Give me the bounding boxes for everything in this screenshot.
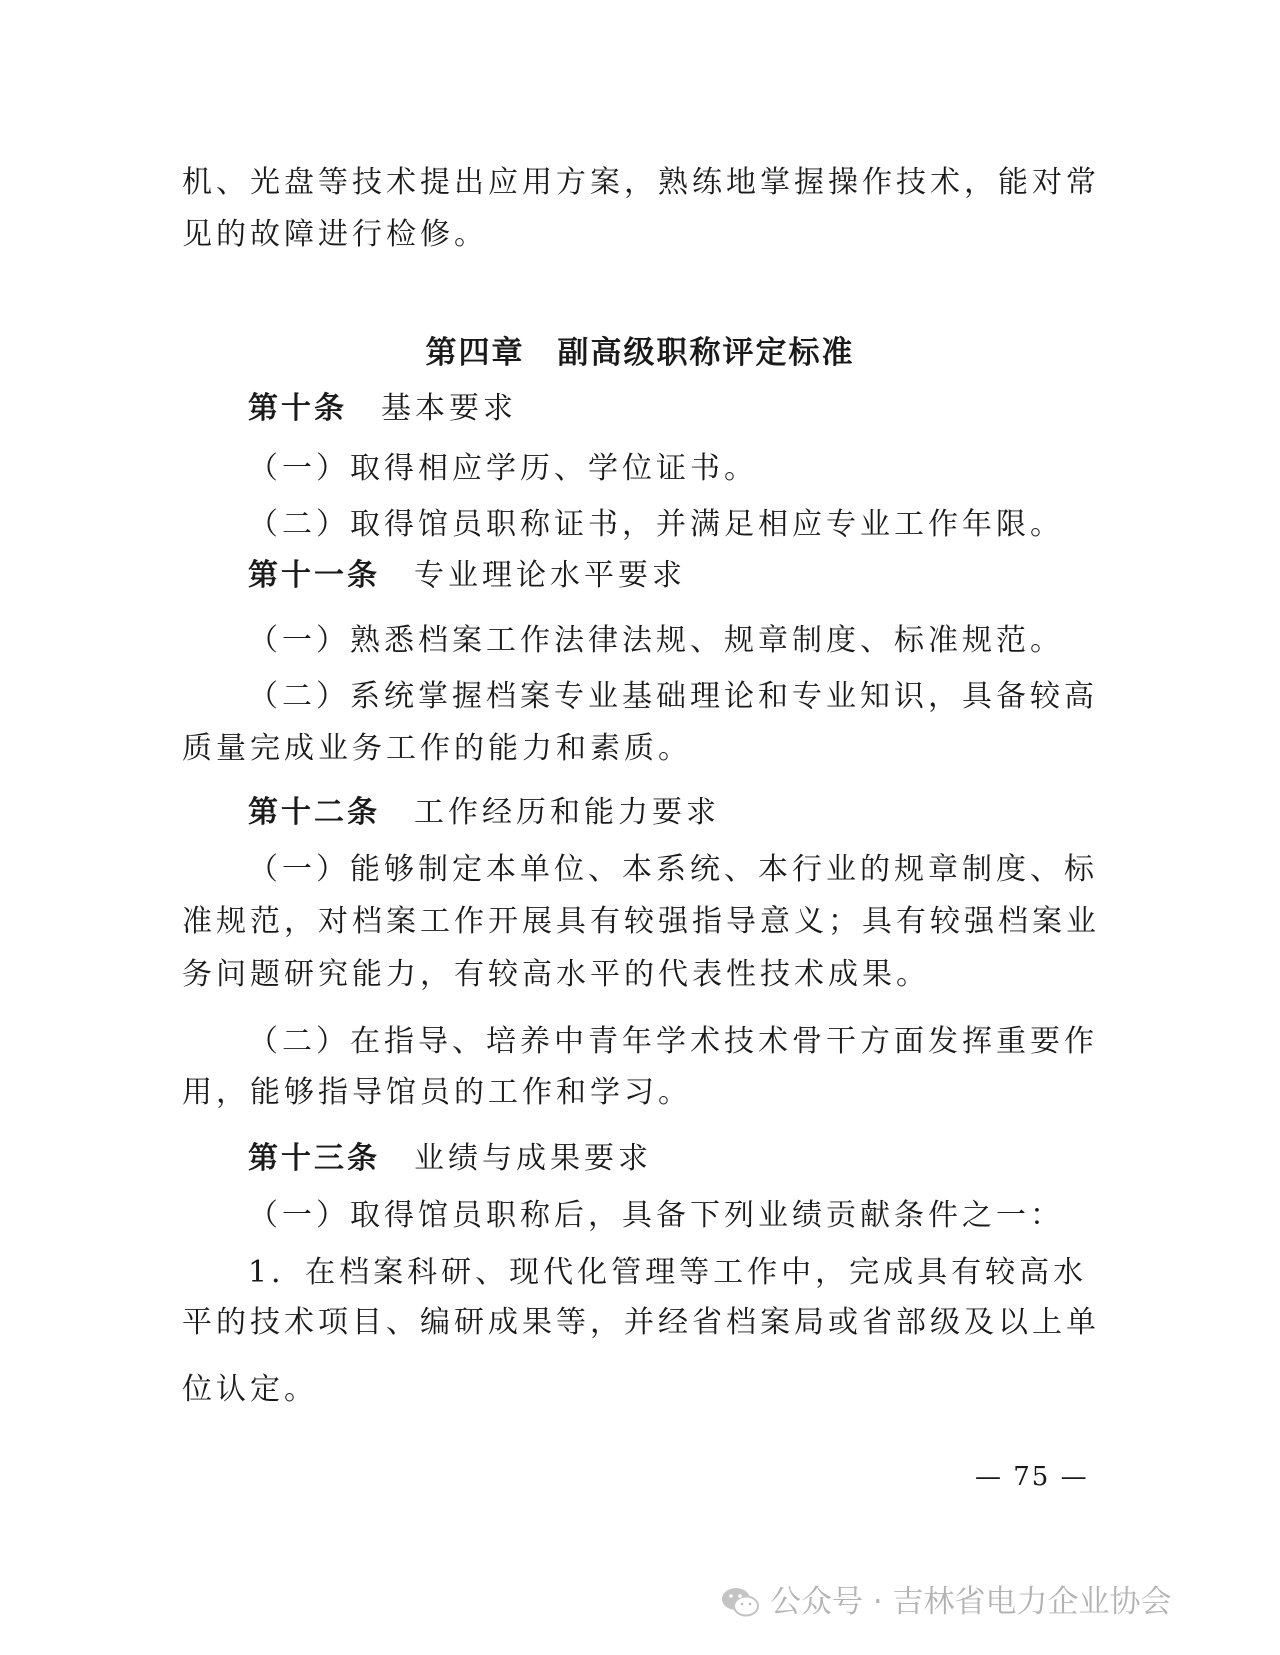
paragraph-line: 1．在档案科研、现代化管理等工作中，完成具有较高水	[248, 1255, 1088, 1290]
paragraph-line: （二）系统掌握档案专业基础理论和专业知识，具备较高	[248, 679, 1098, 714]
article-number: 第十条	[248, 391, 347, 426]
paragraph-line: 位认定。	[182, 1372, 318, 1407]
paragraph-line: 机、光盘等技术提出应用方案，熟练地掌握操作技术，能对常	[182, 165, 1100, 200]
page-number: — 75 —	[975, 1462, 1089, 1492]
article-heading	[248, 556, 686, 596]
paragraph-line: 平的技术项目、编研成果等，并经省档案局或省部级及以上单	[182, 1305, 1100, 1340]
article-title: 工作经历和能力要求	[414, 795, 720, 830]
watermark-text: 公众号 · 吉林省电力企业协会	[770, 1584, 1172, 1620]
article-heading	[248, 1139, 652, 1179]
paragraph-line: 见的故障进行检修。	[182, 217, 488, 252]
article-title: 专业理论水平要求	[414, 558, 686, 593]
paragraph-line: （二）在指导、培养中青年学术技术骨干方面发挥重要作	[248, 1024, 1098, 1059]
chapter-heading: 第四章 副高级职称评定标准	[425, 335, 855, 371]
paragraph-line: 用，能够指导馆员的工作和学习。	[182, 1075, 692, 1110]
article-title: 基本要求	[381, 391, 517, 426]
watermark	[720, 1582, 1172, 1622]
article-number: 第十一条	[248, 558, 380, 593]
article-number: 第十二条	[248, 795, 380, 830]
paragraph-line: 准规范，对档案工作开展具有较强指导意义；具有较强档案业	[182, 904, 1100, 939]
article-number: 第十三条	[248, 1141, 380, 1176]
paragraph-line: （一）取得相应学历、学位证书。	[248, 451, 758, 486]
paragraph-line: （二）取得馆员职称证书，并满足相应专业工作年限。	[248, 507, 1064, 542]
paragraph-line: （一）取得馆员职称后，具备下列业绩贡献条件之一：	[248, 1198, 1064, 1233]
article-title: 业绩与成果要求	[414, 1141, 652, 1176]
paragraph-line: 质量完成业务工作的能力和素质。	[182, 731, 692, 766]
paragraph-line: （一）能够制定本单位、本系统、本行业的规章制度、标	[248, 852, 1098, 887]
article-heading	[248, 793, 720, 833]
article-heading	[248, 389, 517, 429]
wechat-icon	[720, 1585, 760, 1619]
paragraph-line: 务问题研究能力，有较高水平的代表性技术成果。	[182, 957, 930, 992]
paragraph-line: （一）熟悉档案工作法律法规、规章制度、标准规范。	[248, 623, 1064, 658]
